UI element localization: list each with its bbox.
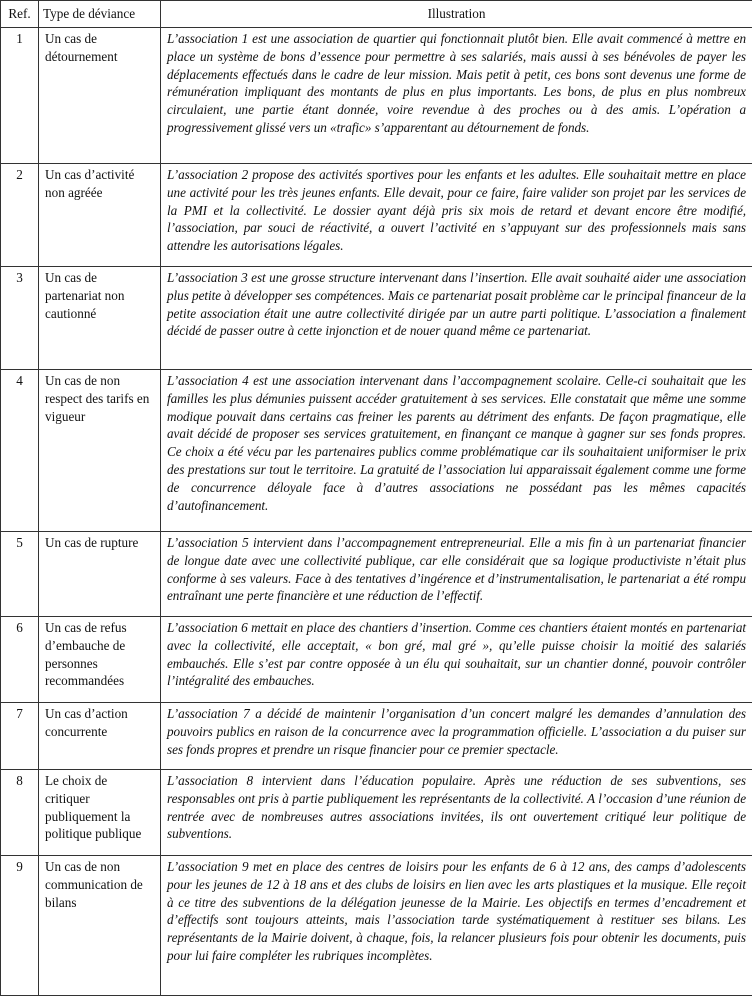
row-ref: 9 (1, 856, 39, 996)
table-row (1, 28, 752, 164)
table-row (1, 617, 752, 703)
row-type: Un cas de détournement (39, 28, 161, 164)
table-row (1, 370, 752, 532)
row-type: Un cas d’action concurrente (39, 703, 161, 770)
row-type: Un cas de refus d’embauche de personnes recommandées (39, 617, 161, 703)
row-illustration: L’association 5 intervient dans l’accompagnement entrepreneurial. Elle a mis fin à un partenariat financier de longue date avec une collectivité publique, car elle considérait que sa logique productiviste n’était plus conforme à ses valeurs. Face à des tentatives d’ingérence et d’instrumentalisation, le partenariat a été rompu entraînant une perte financière et une réduction de l’effectif. (161, 532, 752, 617)
row-illustration: L’association 4 est une association intervenant dans l’accompagnement scolaire. Celle-ci souhaitait que les familles les plus démunies puissent accéder gratuitement à ses services. Elle constatait que même une somme modique pouvait dans certains cas freiner les parents au détriment des enfants. De façon pragmatique, elle avait décidé de proposer ses services gratuitement, en finançant ce manque à gagner sur ses fonds propres. Ce choix a été vécu par les partenaires publics comme problématique car ils souhaitaient uniformiser le prix des prestations sur tout le territoire. La gratuité de l’association lui apparaissait également comme une forme de concurrence déloyale face à d’autres associations ne possédant pas les mêmes capacités d’autofinancement. (161, 370, 752, 532)
row-illustration: L’association 8 intervient dans l’éducation populaire. Après une réduction de ses subventions, ses responsables ont pris à partie publiquement les représentants de la collectivité. A l’occasion d’une réunion de rentrée avec de nombreuses autres associations invitées, ils ont ouvertement critiqué leur politique de subventions. (161, 770, 752, 856)
row-illustration: L’association 1 est une association de quartier qui fonctionnait plutôt bien. Elle avait commencé à mettre en place un système de bons d’essence pour permettre à ses salariés, mais aussi à ses bénévoles de payer les déplacements effectués dans le cadre de leur mission. Mais petit à petit, ces bons sont devenus une forme de rémunération impliquant des montants de plus en plus importants. Les bons, de plus en plus nombreux circulaient, une partie étant donnée, voire revendue à des proches ou à des amis. L’opération a progressivement glissé vers un «trafic» s’apparentant au détournement de fonds. (161, 28, 752, 164)
row-type: Le choix de critiquer publiquement la politique publique (39, 770, 161, 856)
row-ref: 4 (1, 370, 39, 532)
row-illustration: L’association 6 mettait en place des chantiers d’insertion. Comme ces chantiers étaient montés en partenariat avec la collectivité, elle acceptait, « bon gré, mal gré », qu’elle puisse choisir la moitié des salariés embauchés. Elle s’est par contre opposée à un élu qui souhaitait, sur un chantier donné, pouvoir contrôler l’intégralité des embauches. (161, 617, 752, 703)
row-type: Un cas de non respect des tarifs en vigueur (39, 370, 161, 532)
row-ref: 5 (1, 532, 39, 617)
row-ref: 1 (1, 28, 39, 164)
header-type: Type de déviance (39, 1, 161, 28)
row-ref: 6 (1, 617, 39, 703)
table-body (1, 28, 752, 996)
row-type: Un cas de non communication de bilans (39, 856, 161, 996)
table-row (1, 770, 752, 856)
row-illustration: L’association 3 est une grosse structure intervenant dans l’insertion. Elle avait souhaité aider une association plus petite à développer ses compétences. Mais ce partenariat posait problème car le principal financeur de la petite association était une autre collectivité dirigée par un autre parti politique. L’association a finalement décidé de passer outre à cette injonction et de nouer quand même ce partenariat. (161, 267, 752, 370)
header-illustration: Illustration (161, 1, 752, 28)
table-row (1, 856, 752, 996)
table-row (1, 703, 752, 770)
table-row (1, 532, 752, 617)
table-row (1, 164, 752, 267)
row-illustration: L’association 7 a décidé de maintenir l’organisation d’un concert malgré les demandes d’annulation des pouvoirs publics en raison de la concurrence avec la programmation officielle. L’association a du puiser sur ses fonds propres et prendre un risque financier pour ce premier spectacle. (161, 703, 752, 770)
table-row (1, 267, 752, 370)
header-row (1, 1, 752, 28)
row-ref: 7 (1, 703, 39, 770)
row-illustration: L’association 9 met en place des centres de loisirs pour les enfants de 6 à 12 ans, des camps d’adolescents pour les jeunes de 12 à 18 ans et des clubs de loisirs en lien avec les arts plastiques et la musique. Elle reçoit à ce titre des subventions de la délégation jeunesse de la Mairie. Les objectifs en termes d’encadrement et d’effectifs sont toujours atteints, mais l’association tarde systématiquement à restituer ses bilans. Les représentants de la Mairie doivent, à chaque, fois, la relancer plusieurs fois pour obtenir les documents, puis pour lui faire compléter les rubriques incomplètes. (161, 856, 752, 996)
row-illustration: L’association 2 propose des activités sportives pour les enfants et les adultes. Elle souhaitait mettre en place une activité pour les très jeunes enfants. Elle devait, pour ce faire, faire valider son projet par les services de la PMI et la collectivité. Le dossier ayant déjà pris six mois de retard et devant encore être modifié, l’association, par souci de réactivité, a ouvert l’activité en s’appuyant sur des professionnels mais sans attendre les autorisations légales. (161, 164, 752, 267)
row-ref: 8 (1, 770, 39, 856)
table-header (1, 1, 752, 28)
row-type: Un cas de partenariat non cautionné (39, 267, 161, 370)
row-type: Un cas d’activité non agréée (39, 164, 161, 267)
row-ref: 3 (1, 267, 39, 370)
row-type: Un cas de rupture (39, 532, 161, 617)
header-ref: Ref. (1, 1, 39, 28)
row-ref: 2 (1, 164, 39, 267)
